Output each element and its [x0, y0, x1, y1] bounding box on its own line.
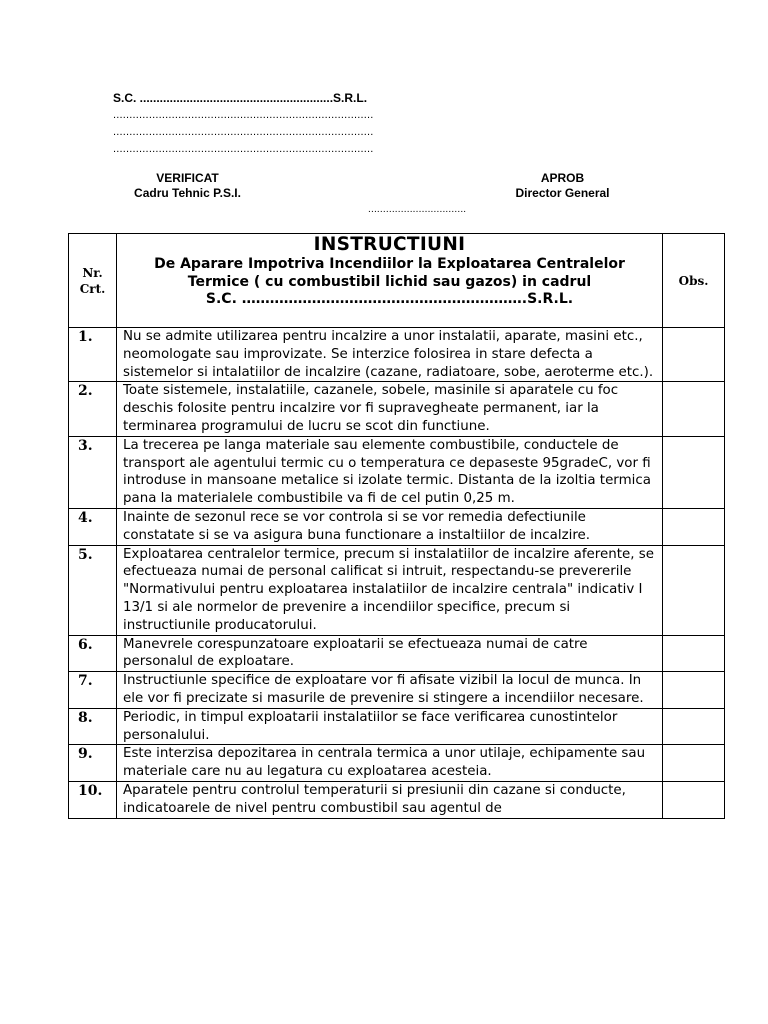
address-line-3: ................................................................................	[113, 143, 374, 155]
verified-role: Cadru Tehnic P.S.I.	[134, 186, 241, 200]
row-number: 1.	[69, 328, 117, 382]
table-row	[69, 382, 725, 436]
document-company-line: S.C. …………………………………………………….S.R.L.	[205, 291, 574, 307]
header-obs: Obs.	[663, 234, 725, 328]
verified-title: VERIFICAT	[156, 171, 219, 185]
row-obs-cell	[663, 672, 725, 709]
row-obs-cell	[663, 508, 725, 545]
instructions-table	[68, 233, 725, 819]
table-row	[69, 708, 725, 745]
row-obs-cell	[663, 328, 725, 382]
row-instruction-text: Toate sistemele, instalatiile, cazanele, sobele, masinile si aparatele cu foc deschis folosite pentru incalzire vor fi supravegheate permanent, iar la terminarea programului de lucru se scot din functiune.	[117, 382, 663, 436]
row-instruction-text: Manevrele corespunzatoare exploatarii se efectueaza numai de catre personalul de exploatare.	[117, 635, 663, 672]
row-obs-cell	[663, 382, 725, 436]
row-number: 4.	[69, 508, 117, 545]
signature-line: .................................	[368, 204, 467, 215]
row-obs-cell	[663, 436, 725, 508]
header-nr-label: Nr. Crt.	[79, 265, 106, 296]
verified-block	[125, 171, 250, 201]
row-instruction-text: Este interzisa depozitarea in centrala termica a unor utilaje, echipamente sau materiale care nu au legatura cu exploatarea acesteia.	[117, 745, 663, 782]
row-number: 3.	[69, 436, 117, 508]
row-number: 9.	[69, 745, 117, 782]
row-instruction-text: Nu se admite utilizarea pentru incalzire a unor instalatii, aparate, masini etc., neomologate sau improvizate. Se interzice folosirea in stare defecta a sistemelor si intalatiilor de incalzire (cazane, radiatoare, sobe, aeroterme etc.).	[117, 328, 663, 382]
table-header-row	[69, 234, 725, 328]
row-number: 2.	[69, 382, 117, 436]
address-line-1: ................................................................................	[113, 109, 374, 121]
table-row	[69, 545, 725, 635]
row-number: 7.	[69, 672, 117, 709]
row-instruction-text: Instructiunle specifice de exploatare vor fi afisate vizibil la locul de munca. In ele vor fi precizate si masurile de prevenire si stingere a incendiilor necesare.	[117, 672, 663, 709]
row-number: 5.	[69, 545, 117, 635]
row-instruction-text: La trecerea pe langa materiale sau elemente combustibile, conductele de transport ale agentului termic cu o temperatura ce depaseste 95gradeC, vor fi introduse in mansoane metalice si izolate termic. Distanta de la izoltia termica pana la materialele combustibile va fi de cel putin 0,25 m.	[117, 436, 663, 508]
row-number: 10.	[69, 781, 117, 818]
row-obs-cell	[663, 745, 725, 782]
table-row	[69, 672, 725, 709]
row-instruction-text: Exploatarea centralelor termice, precum si instalatiilor de incalzire aferente, se efectueaza numai de personal calificat si intruit, respectandu-se prevererile "Normativului pentru exploatarea instalatiilor de incalzire centrala" indicativ I 13/1 si ale normelor de prevenire a incendiilor specifice, precum si instructiunile producatorului.	[117, 545, 663, 635]
row-obs-cell	[663, 545, 725, 635]
document-title: INSTRUCTIUNI	[313, 234, 466, 255]
row-obs-cell	[663, 781, 725, 818]
row-instruction-text: Periodic, in timpul exploatarii instalatiilor se face verificarea cunostintelor personalului.	[117, 708, 663, 745]
row-obs-cell	[663, 708, 725, 745]
approve-title: APROB	[540, 171, 585, 185]
row-number: 6.	[69, 635, 117, 672]
row-number: 8.	[69, 708, 117, 745]
row-obs-cell	[663, 635, 725, 672]
table-row	[69, 508, 725, 545]
approve-block	[500, 171, 625, 201]
company-name-line: S.C. ..........................................................S.R.L.	[113, 91, 368, 105]
row-instruction-text: Inainte de sezonul rece se vor controla si se vor remedia defectiunile constatate si se va asigura buna functionare a instaltiilor de incalzire.	[117, 508, 663, 545]
row-instruction-text: Aparatele pentru controlul temperaturii si presiunii din cazane si conducte, indicatoarele de nivel pentru combustibil sau agentul de	[117, 781, 663, 818]
address-line-2: ................................................................................	[113, 126, 374, 138]
header-nr-crt	[69, 234, 117, 328]
approve-role: Director General	[515, 186, 610, 200]
table-row	[69, 635, 725, 672]
table-row	[69, 328, 725, 382]
table-row	[69, 745, 725, 782]
table-row	[69, 781, 725, 818]
header-title-cell	[117, 234, 663, 328]
table-row	[69, 436, 725, 508]
document-subtitle: De Aparare Impotriva Incendiilor la Exploatarea Centralelor Termice ( cu combustibil lichid sau gazos) in cadrul	[154, 256, 625, 290]
